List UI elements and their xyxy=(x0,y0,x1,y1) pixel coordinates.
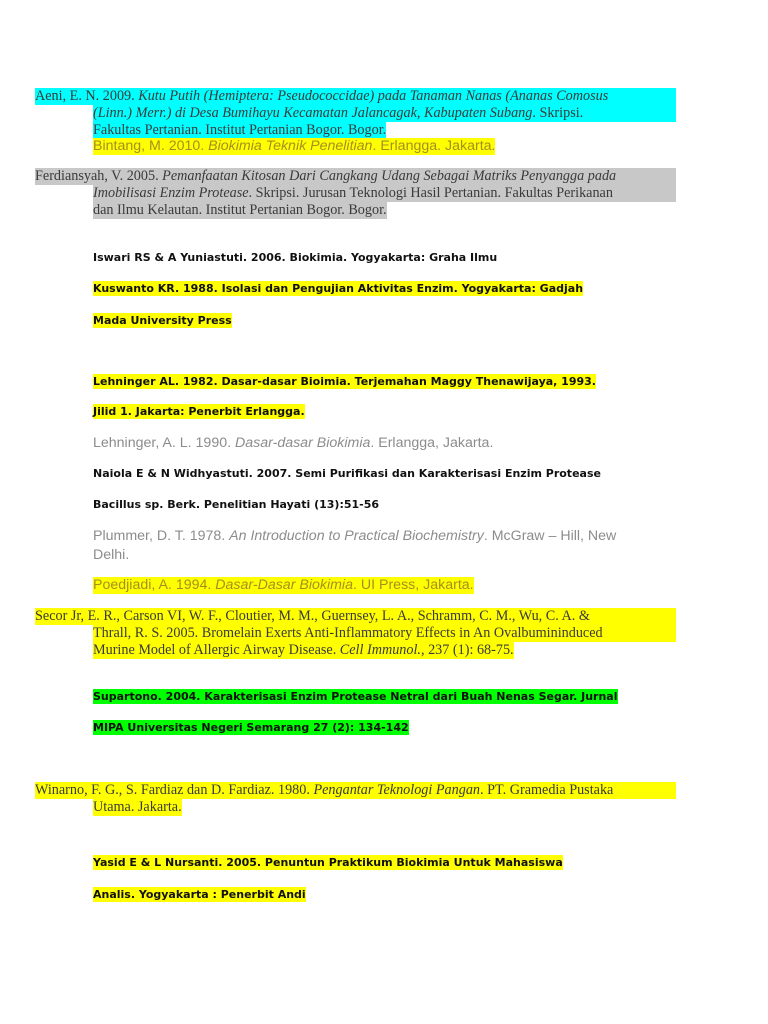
ref-aeni-type: . Skripsi. xyxy=(532,105,584,121)
ref-iswari: Iswari RS & A Yuniastuti. 2006. Biokimia. Yogyakarta: Graha Ilmu xyxy=(93,251,498,264)
ref-naiola-line1: Naiola E & N Widhyastuti. 2007. Semi Purifikasi dan Karakterisasi Enzim Protease xyxy=(93,467,601,480)
ref-lehninger1982-line2: Jilid 1. Jakarta: Penerbit Erlangga. xyxy=(93,405,305,418)
ref-kuswanto-line2: Mada University Press xyxy=(93,314,232,327)
ref-poedjiadi-title: Dasar-Dasar Biokimia xyxy=(215,577,353,593)
ref-winarno-author: Winarno, F. G., S. Fardiaz dan D. Fardiaz. 1980. xyxy=(35,782,314,798)
ref-plummer-title: An Introduction to Practical Biochemistry xyxy=(229,528,484,544)
ref-poedjiadi xyxy=(93,577,474,594)
ref-yasid-line2: Analis. Yogyakarta : Penerbit Andi xyxy=(93,888,306,901)
ref-aeni-title: Kutu Putih (Hemiptera: Pseudococcidae) pada Tanaman Nanas (Ananas Comosus xyxy=(138,88,609,104)
ref-ferdiansyah-line1 xyxy=(35,168,676,185)
ref-lehninger1990-title: Dasar-dasar Biokimia xyxy=(235,435,371,451)
ref-plummer-author: Plummer, D. T. 1978. xyxy=(93,528,230,544)
ref-lehninger1982-line1: Lehninger AL. 1982. Dasar-dasar Bioimia. Terjemahan Maggy Thenawijaya, 1993. xyxy=(93,375,596,388)
ref-plummer-line2: Delhi. xyxy=(93,547,130,563)
ref-aeni-line2 xyxy=(93,105,676,122)
ref-poedjiadi-author: Poedjiadi, A. 1994. xyxy=(93,577,216,593)
ref-supartono-line2: MIPA Universitas Negeri Semarang 27 (2): 134-142 xyxy=(93,721,409,734)
ref-poedjiadi-pub: . UI Press, Jakarta. xyxy=(352,577,474,593)
ref-aeni-title-cont: (Linn.) Merr.) di Desa Bumihayu Kecamatan Jalancagak, Kabupaten Subang xyxy=(93,105,533,121)
ref-bintang-title: Biokimia Teknik Penelitian xyxy=(208,138,373,154)
ref-lehninger1990-pub: . Erlangga, Jakarta. xyxy=(370,435,494,451)
ref-kuswanto-line1: Kuswanto KR. 1988. Isolasi dan Pengujian Aktivitas Enzim. Yogyakarta: Gadjah xyxy=(93,282,584,295)
ref-winarno-line2: Utama. Jakarta. xyxy=(93,799,182,815)
ref-plummer-pub: . McGraw – Hill, New xyxy=(483,528,617,544)
ref-secor-line3 xyxy=(93,642,514,659)
ref-secor-line2: Thrall, R. S. 2005. Bromelain Exerts Anti-Inflammatory Effects in An Ovalbumininduced xyxy=(93,625,676,642)
ref-bintang-author: Bintang, M. 2010. xyxy=(93,138,209,154)
ref-supartono-line1: Supartono. 2004. Karakterisasi Enzim Protease Netral dari Buah Nenas Segar. Jurnal xyxy=(93,690,618,703)
ref-plummer-line1 xyxy=(93,528,616,545)
ref-bintang xyxy=(93,138,495,155)
ref-ferdiansyah-title-cont: Imobilisasi Enzim Protease xyxy=(93,185,249,201)
ref-aeni-line3: Fakultas Pertanian. Institut Pertanian Bogor. Bogor. xyxy=(93,122,387,138)
ref-winarno-pub: . PT. Gramedia Pustaka xyxy=(480,782,614,798)
ref-ferdiansyah-line2 xyxy=(93,185,676,202)
ref-ferdiansyah-line3: dan Ilmu Kelautan. Institut Pertanian Bogor. Bogor. xyxy=(93,202,387,218)
ref-lehninger1990 xyxy=(93,435,493,452)
ref-aeni-line1 xyxy=(35,88,676,105)
ref-ferdiansyah-title: Pemanfaatan Kitosan Dari Cangkang Udang Sebagai Matriks Penyangga pada xyxy=(162,168,617,184)
ref-aeni-author: Aeni, E. N. 2009. xyxy=(35,88,139,104)
ref-lehninger1990-author: Lehninger, A. L. 1990. xyxy=(93,435,235,451)
ref-secor-journal: Cell Immunol. xyxy=(339,642,421,658)
ref-winarno-line1 xyxy=(35,782,676,799)
ref-secor-line1: Secor Jr, E. R., Carson VI, W. F., Cloutier, M. M., Guernsey, L. A., Schramm, C. M., Wu, C. A. & xyxy=(35,608,676,625)
ref-ferdiansyah-author: Ferdiansyah, V. 2005. xyxy=(35,168,163,184)
ref-yasid-line1: Yasid E & L Nursanti. 2005. Penuntun Praktikum Biokimia Untuk Mahasiswa xyxy=(93,856,563,869)
ref-secor-volume: , 237 (1): 68-75. xyxy=(420,642,514,658)
ref-bintang-pub: . Erlangga. Jakarta. xyxy=(372,138,496,154)
ref-ferdiansyah-pub: . Skripsi. Jurusan Teknologi Hasil Pertanian. Fakultas Perikanan xyxy=(248,185,613,201)
ref-secor-title-end: Murine Model of Allergic Airway Disease. xyxy=(93,642,340,658)
ref-winarno-title: Pengantar Teknologi Pangan xyxy=(313,782,481,798)
ref-naiola-line2: Bacillus sp. Berk. Penelitian Hayati (13):51-56 xyxy=(93,498,380,511)
